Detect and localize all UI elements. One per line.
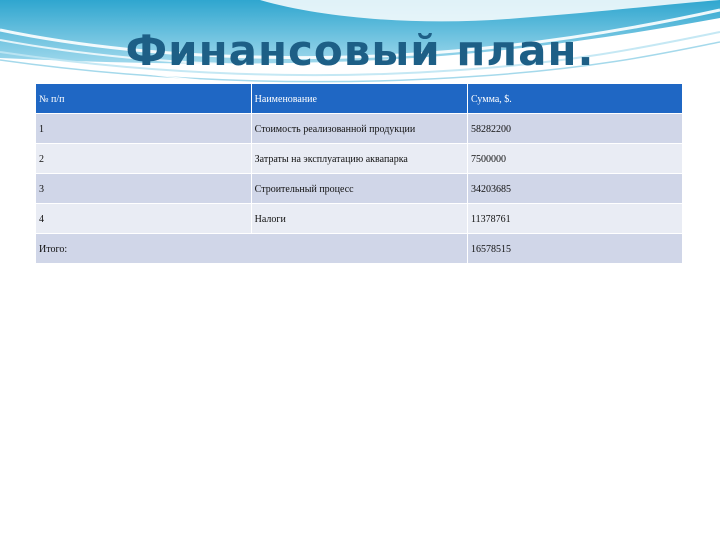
total-value: 16578515 (468, 234, 683, 264)
row-number: 2 (36, 144, 252, 174)
slide-title: Финансовый план. (125, 26, 595, 75)
row-amount: 7500000 (468, 144, 683, 174)
row-name: Стоимость реализованной продукции (252, 114, 468, 144)
row-amount: 58282200 (468, 114, 683, 144)
finance-table (36, 84, 683, 264)
row-number: 3 (36, 174, 252, 204)
header-name: Наименование (252, 84, 468, 114)
row-name: Затраты на эксплуатацию аквапарка (252, 144, 468, 174)
row-name: Строительный процесс (252, 174, 468, 204)
table-row (36, 114, 683, 144)
header-number: № п/п (36, 84, 252, 114)
table-row (36, 204, 683, 234)
row-amount: 34203685 (468, 174, 683, 204)
total-label: Итого: (36, 234, 468, 264)
table-header-row (36, 84, 683, 114)
table-total-row (36, 234, 683, 264)
header-amount: Сумма, $. (468, 84, 683, 114)
table-row (36, 144, 683, 174)
row-number: 1 (36, 114, 252, 144)
table-row (36, 174, 683, 204)
row-number: 4 (36, 204, 252, 234)
row-name: Налоги (252, 204, 468, 234)
row-amount: 11378761 (468, 204, 683, 234)
